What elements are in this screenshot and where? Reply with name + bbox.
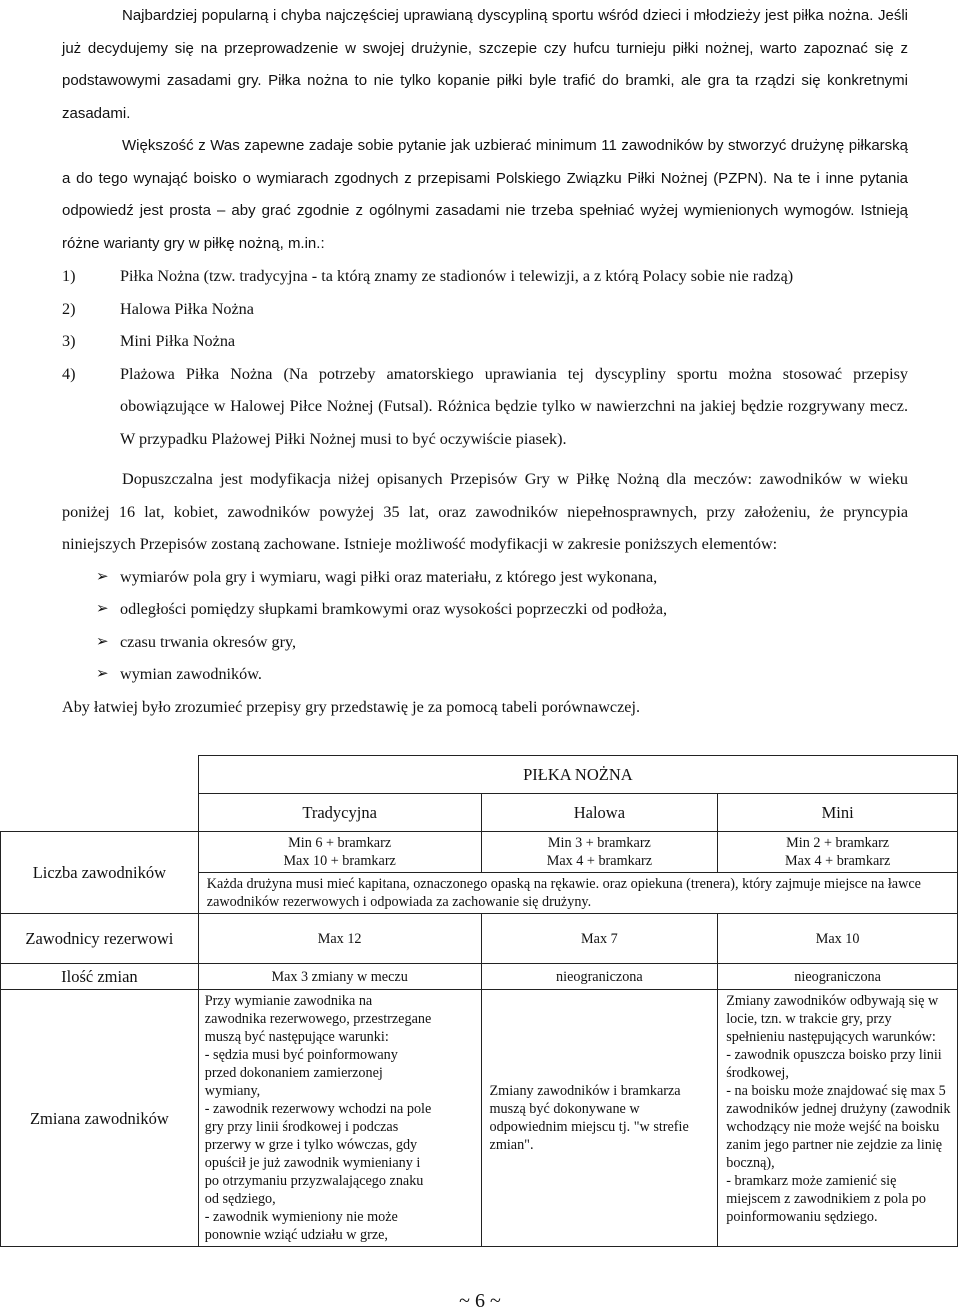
- row-label-subs-count: Ilość zmian: [1, 964, 199, 990]
- arrow-bullet-icon: ➢: [96, 666, 109, 682]
- arrow-bullet-icon: ➢: [96, 601, 109, 617]
- variants-list: [62, 260, 908, 455]
- list-item: ➢ odległości pomiędzy słupkami bramkowymi oraz wysokości poprzeczki od podłoża,: [62, 593, 908, 626]
- table-cell: Min 2 + bramkarz Max 4 + bramkarz: [718, 832, 958, 873]
- list-item: ➢ czasu trwania okresów gry,: [62, 626, 908, 659]
- column-header-halowa: Halowa: [481, 794, 718, 832]
- arrow-bullet-icon: ➢: [96, 633, 109, 650]
- table-note: Każda drużyna musi mieć kapitana, oznaczonego opaską na rękawie. oraz opiekuna (trenera), który zajmuje miejsce na ławce zawodników rezerwowych i odpowiada za zachowanie się drużyny.: [198, 873, 957, 914]
- intro-paragraph: Najbardziej popularną i chyba najczęściej uprawianą dyscypliną sportu wśród dzieci i młodzieży jest piłka nożna. Jeśli już decydujemy się na przeprowadzenie w swojej drużynie, szczepie czy hufcu turnieju piłki nożnej, warto zapoznać się z podstawowymi zasadami gry. Piłka nożna to nie tylko kopanie piłki byle trafić do bramki, ale gra ta rządzi się konkretnymi zasadami.: [62, 7, 908, 122]
- row-label-reserves: Zawodnicy rezerwowi: [1, 914, 199, 964]
- list-item: 2) Halowa Piłka Nożna: [62, 299, 254, 318]
- row-label-players: Liczba zawodników: [1, 832, 199, 914]
- table-title: PIŁKA NOŻNA: [198, 756, 957, 794]
- list-item: 4) Plażowa Piłka Nożna (Na potrzeby amatorskiego uprawiania tej dyscypliny sportu można stosować przepisy obowiązujące w Halowej Piłce Nożnej (Futsal). Różnica będzie tylko w nawierzchni na jakiej będzie rozgrywany mecz. W przypadku Plażowej Piłki Nożnej musi to być oczywiście piasek).: [62, 364, 908, 448]
- page-number: ~ 6 ~: [459, 1290, 501, 1312]
- list-item: ➢ wymian zawodników.: [62, 658, 908, 691]
- list-item: ➢ wymiarów pola gry i wymiaru, wagi piłki oraz materiału, z którego jest wykonana,: [62, 561, 908, 594]
- table-cell: Max 7: [481, 914, 718, 964]
- table-cell: Max 10: [718, 914, 958, 964]
- document-body: [62, 0, 908, 723]
- arrow-bullet-icon: ➢: [96, 568, 109, 585]
- table-cell: Zmiany zawodników i bramkarza muszą być dokonywane w odpowiednim miejscu tj. "w strefie zmian".: [481, 990, 718, 1247]
- table-cell: nieograniczona: [718, 964, 958, 990]
- table-cell: Max 12: [198, 914, 481, 964]
- list-item: 1) Piłka Nożna (tzw. tradycyjna - ta którą znamy ze stadionów i telewizji, a z którą Polacy sobie nie radzą): [62, 267, 794, 285]
- row-label-subs: Zmiana zawodników: [1, 990, 199, 1247]
- question-paragraph: Większość z Was zapewne zadaje sobie pytanie jak uzbierać minimum 11 zawodników by stworzyć drużynę piłkarską a do tego wynająć boisko o wymiarach zgodnych z przepisami Polskiego Związku Piłki Nożnej (PZPN). Na te i inne pytania odpowiedź jest prosta – aby grać zgodnie z ogólnymi zasadami nie trzeba spełniać wyżej wymienionych wymogów. Istnieją różne warianty gry w piłkę nożną, m.in.:: [62, 137, 908, 252]
- table-cell: nieograniczona: [481, 964, 718, 990]
- table-cell: Max 3 zmiany w meczu: [198, 964, 481, 990]
- modifications-list: [62, 561, 908, 691]
- table-cell: Min 6 + bramkarz Max 10 + bramkarz: [198, 832, 481, 873]
- list-item: 3) Mini Piłka Nożna: [62, 332, 236, 350]
- comparison-table: [0, 755, 958, 1247]
- modification-paragraph: Dopuszczalna jest modyfikacja niżej opisanych Przepisów Gry w Piłkę Nożną dla meczów: zawodników w wieku poniżej 16 lat, kobiet, zawodników powyżej 35 lat, oraz zawodników niepełnosprawnych, przy założeniu, że pryncypia niniejszych Przepisów zostaną zachowane. Istnieje możliwość modyfikacji w zakresie poniższych elementów:: [62, 470, 908, 553]
- column-header-mini: Mini: [718, 794, 958, 832]
- column-header-tradycyjna: Tradycyjna: [198, 794, 481, 832]
- table-cell: Przy wymianie zawodnika na zawodnika rezerwowego, przestrzegane muszą być następujące warunki: - sędzia musi być poinformowany przed dokonaniem zamierzonej wymiany, - zawodnik rezerwowy wchodzi na pole gry przy linii środkowej i podczas przerwy w grze i tylko wówczas, gdy opuścił je już zawodnik wymieniany i po otrzymaniu przyzwalającego znaku od sędziego, - zawodnik wymieniony nie może ponownie wziąć udziału w grze,: [198, 990, 481, 1247]
- table-cell: Zmiany zawodników odbywają się w locie, tzn. w trakcie gry, przy spełnieniu następujących warunków: - zawodnik opuszcza boisko przy linii środkowej, - na boisku może znajdować się max 5 zawodników jednej drużyny (zawodnik wchodzący nie może wejść na boisku zanim jego partner nie zejdzie za linię boczną), - bramkarz może zamienić się miejscem z zawodnikiem z pola po poinformowaniu sędziego.: [718, 990, 958, 1247]
- table-cell: Min 3 + bramkarz Max 4 + bramkarz: [481, 832, 718, 873]
- table-intro: Aby łatwiej było zrozumieć przepisy gry przedstawię je za pomocą tabeli porównawczej.: [62, 697, 641, 716]
